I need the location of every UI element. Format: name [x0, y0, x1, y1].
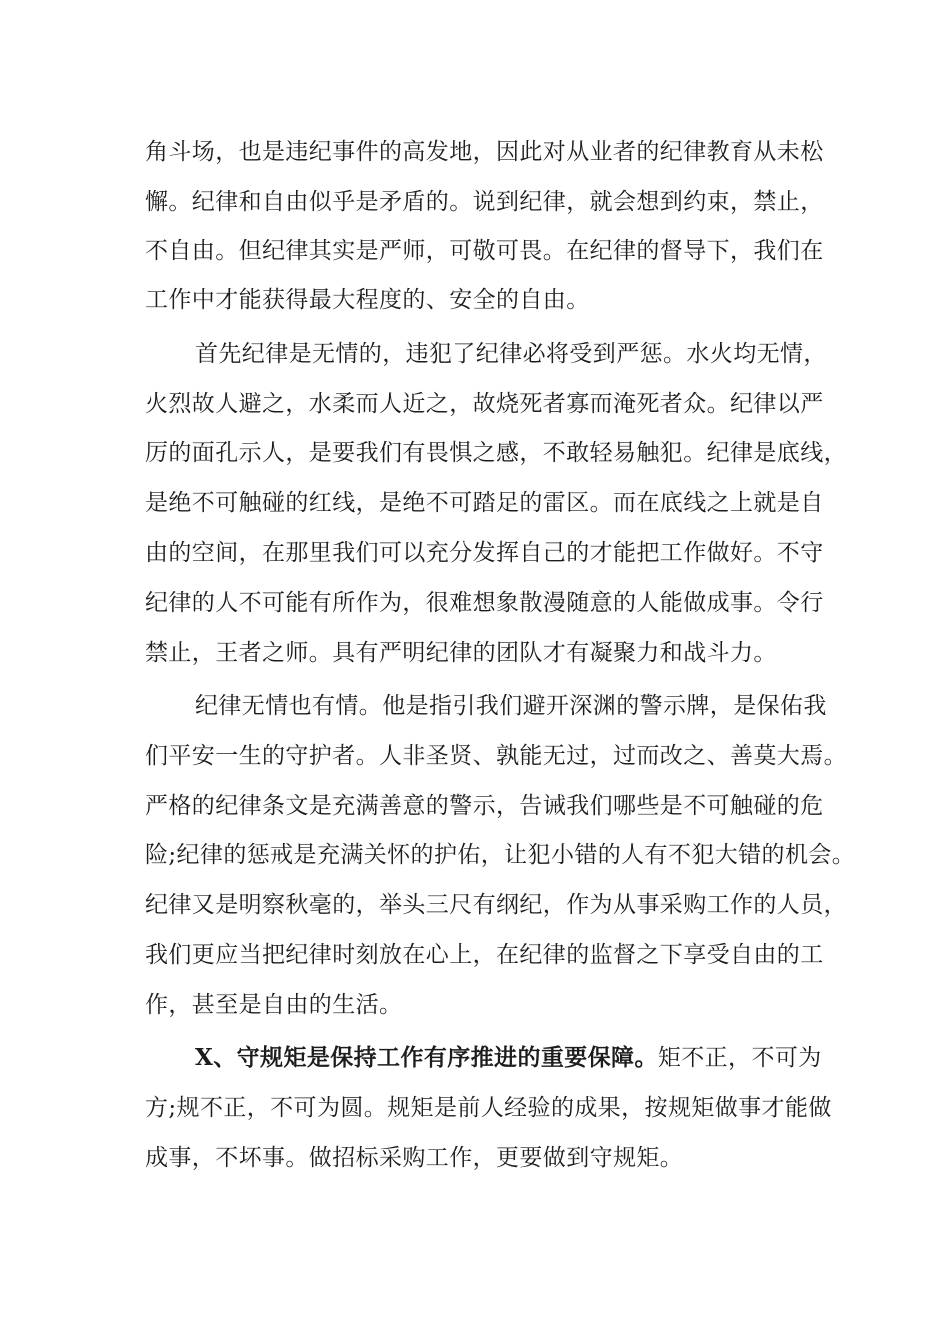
text-line: 角斗场，也是违纪事件的高发地，因此对从业者的纪律教育从未松: [145, 139, 824, 165]
text-line: 是绝不可触碰的红线，是绝不可踏足的雷区。而在底线之上就是自: [145, 490, 824, 516]
text-line: 纪律无情也有情。他是指引我们避开深渊的警示牌，是保佑我: [195, 693, 827, 719]
section-heading: X、守规矩是保持工作有序推进的重要保障。: [195, 1044, 658, 1071]
text-line: 我们更应当把纪律时刻放在心上，在纪律的监督之下享受自由的工: [145, 942, 824, 968]
text-line: 作，甚至是自由的生活。: [145, 992, 403, 1018]
heading-tail-text: 矩不正，不可为: [657, 1045, 822, 1071]
text-line: 不自由。但纪律其实是严师，可敬可畏。在纪律的督导下，我们在: [145, 238, 824, 264]
text-line: 工作中才能获得最大程度的、安全的自由。: [145, 287, 590, 313]
text-line: 火烈故人避之，水柔而人近之，故烧死者寡而淹死者众。纪律以严: [145, 391, 824, 417]
text-line: 纪律又是明察秋毫的，举头三尺有纲纪，作为从事采购工作的人员，: [145, 892, 847, 918]
text-line: 首先纪律是无情的，违犯了纪律必将受到严惩。水火均无情，: [195, 341, 827, 367]
text-line: 成事，不坏事。做招标采购工作，更要做到守规矩。: [145, 1145, 684, 1171]
text-line: 懈。纪律和自由似乎是矛盾的。说到纪律，就会想到约束，禁止，: [145, 189, 824, 215]
text-line: 厉的面孔示人，是要我们有畏惧之感，不敢轻易触犯。纪律是底线，: [145, 440, 847, 466]
text-line: 由的空间，在那里我们可以充分发挥自己的才能把工作做好。不守: [145, 540, 824, 566]
text-line: 险;纪律的惩戒是充满关怀的护佑，让犯小错的人有不犯大错的机会。: [145, 842, 856, 868]
text-line: 纪律的人不可能有所作为，很难想象散漫随意的人能做成事。令行: [145, 590, 824, 616]
text-line: 方;规不正，不可为圆。规矩是前人经验的成果，按规矩做事才能做: [145, 1095, 832, 1121]
text-line: 禁止，王者之师。具有严明纪律的团队才有凝聚力和战斗力。: [145, 640, 777, 666]
text-line: 严格的纪律条文是充满善意的警示，告诫我们哪些是不可触碰的危: [145, 793, 824, 819]
heading-line: [195, 1043, 822, 1073]
text-line: 们平安一生的守护者。人非圣贤、孰能无过，过而改之、善莫大焉。: [145, 743, 847, 769]
